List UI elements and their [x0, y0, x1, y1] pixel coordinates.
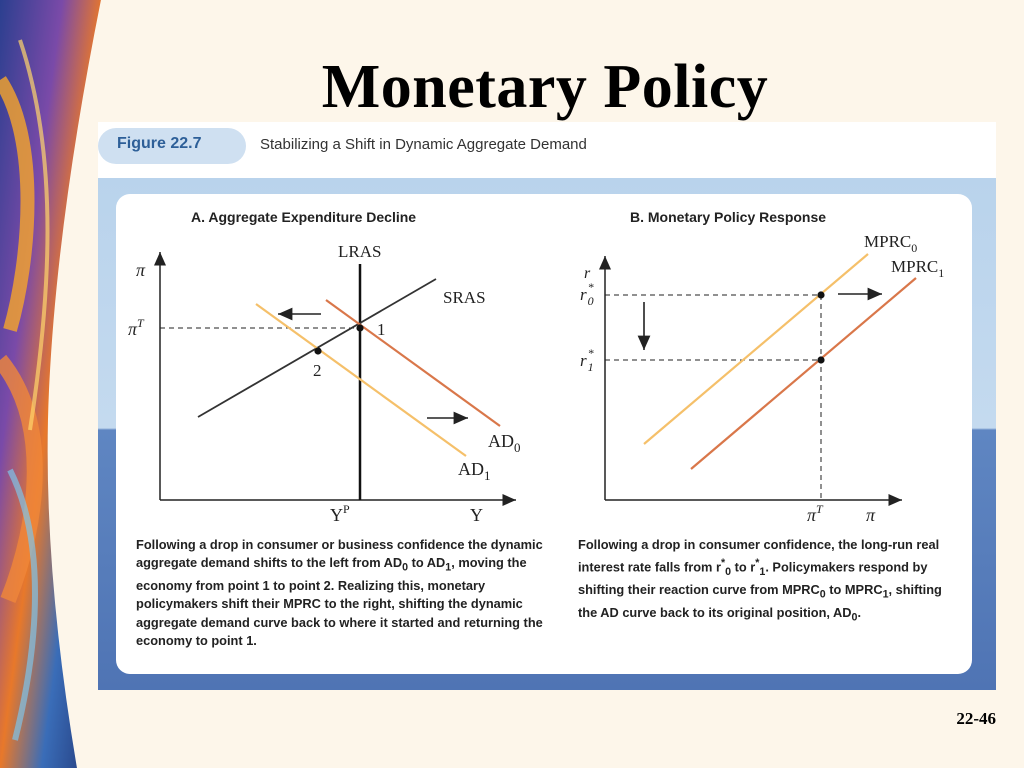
- slide-title: Monetary Policy: [321, 53, 769, 121]
- point-1-label: 1: [377, 320, 386, 339]
- point-r0: [817, 291, 824, 298]
- panel-b-y-axis-label: r: [584, 265, 591, 282]
- ad0-label: $AD_0$: [488, 431, 521, 455]
- mprc1-curve: [691, 278, 916, 469]
- panel-b-title: B. Monetary Policy Response: [630, 209, 827, 225]
- panel-b-chart: [116, 194, 972, 534]
- figure-content: [116, 194, 972, 674]
- ad1-label: $AD_1$: [458, 459, 491, 483]
- mprc0-curve: [644, 254, 868, 444]
- figure-label: Figure 22.7: [117, 135, 202, 152]
- figure-panel: [98, 122, 996, 690]
- point-r1: [817, 356, 824, 363]
- panel-a-title: A. Aggregate Expenditure Decline: [191, 209, 417, 225]
- panel-b-inflation-target-label: $\pi^T$: [807, 502, 823, 525]
- sras-label: SRAS: [443, 288, 486, 307]
- panel-b-x-axis-label: π: [866, 505, 876, 525]
- figure-caption: Stabilizing a Shift in Dynamic Aggregate Demand: [260, 136, 587, 153]
- panel-a-potential-output-label: $Y^P$: [330, 502, 350, 525]
- r0-label: r* 0: [580, 280, 594, 308]
- lras-label: LRAS: [338, 242, 382, 261]
- mprc0-label: $MPRC_0$: [864, 232, 918, 255]
- panel-a-y-axis-label: π: [136, 260, 146, 280]
- panel-b-description: Following a drop in consumer confidence, the long-run real interest rate falls from $r^*_0$ to $r^*_1$. Policymakers respond by shifting their reaction curve from $MPRC_0$ to $MPRC_1$, shifting the AD curve back to its original position, $AD_0$.: [578, 537, 942, 624]
- r1-label: r* 1: [580, 346, 594, 374]
- mprc1-label: $MPRC_1$: [891, 257, 945, 280]
- panel-a-x-axis-label: Y: [470, 505, 483, 525]
- point-2-label: 2: [313, 361, 322, 380]
- page-number: 22-46: [956, 709, 996, 728]
- panel-a-description: Following a drop in consumer or business confidence the dynamic aggregate demand shifts to the left from $AD_0$ to $AD_1$, moving the economy from point 1 to point 2. Realizing this, monetary policymakers shift their MPRC to the right, shifting the dynamic aggregate demand curve back to where it started and returning the economy to point 1.: [136, 537, 543, 649]
- panel-a-inflation-target-label: $\pi^T$: [128, 316, 144, 339]
